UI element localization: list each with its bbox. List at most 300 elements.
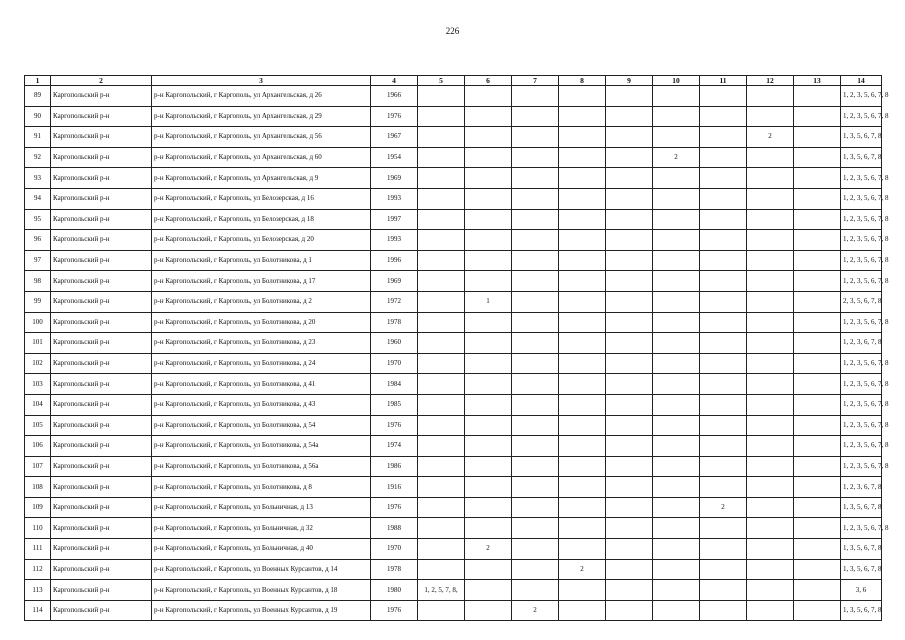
row-number: 105 bbox=[25, 415, 51, 436]
address-cell: р-н Каргопольский, г Каргополь, ул Больничная, д 13 bbox=[152, 497, 371, 518]
col9-cell bbox=[606, 580, 653, 601]
address-cell: р-н Каргопольский, г Каргополь, ул Архангельская, д 26 bbox=[152, 86, 371, 107]
col8-cell bbox=[559, 415, 606, 436]
col8-cell bbox=[559, 353, 606, 374]
district-cell: Каргопольский р-н bbox=[51, 230, 152, 251]
year-cell: 1985 bbox=[371, 394, 418, 415]
col5-cell bbox=[418, 291, 465, 312]
col11-cell bbox=[700, 209, 747, 230]
col8-cell bbox=[559, 147, 606, 168]
col7-cell bbox=[512, 415, 559, 436]
table-row bbox=[25, 188, 882, 209]
col10-cell bbox=[653, 436, 700, 457]
col11-cell bbox=[700, 86, 747, 107]
district-cell: Каргопольский р-н bbox=[51, 127, 152, 148]
col13-cell bbox=[794, 394, 841, 415]
col7-cell: 2 bbox=[512, 600, 559, 621]
col13-cell bbox=[794, 374, 841, 395]
col6-cell bbox=[465, 374, 512, 395]
district-cell: Каргопольский р-н bbox=[51, 147, 152, 168]
district-cell: Каргопольский р-н bbox=[51, 374, 152, 395]
col10-cell bbox=[653, 477, 700, 498]
col5-cell bbox=[418, 436, 465, 457]
address-cell: р-н Каргопольский, г Каргополь, ул Болотникова, д 23 bbox=[152, 333, 371, 354]
col12-cell bbox=[747, 394, 794, 415]
year-cell: 1993 bbox=[371, 188, 418, 209]
address-cell: р-н Каргопольский, г Каргополь, ул Болотникова, д 17 bbox=[152, 271, 371, 292]
col13-cell bbox=[794, 456, 841, 477]
district-cell: Каргопольский р-н bbox=[51, 209, 152, 230]
year-cell: 1970 bbox=[371, 539, 418, 560]
col14-cell: 1, 2, 3, 5, 6, 7, 8 bbox=[841, 436, 882, 457]
table-body bbox=[25, 86, 889, 621]
col12-cell bbox=[747, 539, 794, 560]
col7-cell bbox=[512, 456, 559, 477]
col6-cell bbox=[465, 456, 512, 477]
table-row bbox=[25, 353, 882, 374]
col14-cell: 1, 2, 3, 5, 6, 7, 8 bbox=[841, 209, 882, 230]
row-number: 100 bbox=[25, 312, 51, 333]
col9-cell bbox=[606, 86, 653, 107]
col11-cell bbox=[700, 415, 747, 436]
district-cell: Каргопольский р-н bbox=[51, 291, 152, 312]
district-cell: Каргопольский р-н bbox=[51, 333, 152, 354]
col9-cell bbox=[606, 209, 653, 230]
col6-cell bbox=[465, 394, 512, 415]
col11-cell bbox=[700, 518, 747, 539]
col5-cell bbox=[418, 86, 465, 107]
col12-cell bbox=[747, 86, 794, 107]
col12-cell bbox=[747, 250, 794, 271]
column-header: 6 bbox=[465, 76, 512, 86]
col10-cell bbox=[653, 106, 700, 127]
district-cell: Каргопольский р-н bbox=[51, 436, 152, 457]
district-cell: Каргопольский р-н bbox=[51, 600, 152, 621]
address-cell: р-н Каргопольский, г Каргополь, ул Болотникова, д 20 bbox=[152, 312, 371, 333]
col12-cell bbox=[747, 580, 794, 601]
row-number: 96 bbox=[25, 230, 51, 251]
col5-cell bbox=[418, 188, 465, 209]
col10-cell bbox=[653, 168, 700, 189]
row-number: 90 bbox=[25, 106, 51, 127]
col12-cell bbox=[747, 477, 794, 498]
col8-cell bbox=[559, 127, 606, 148]
col10-cell bbox=[653, 353, 700, 374]
address-cell: р-н Каргопольский, г Каргополь, ул Больничная, д 40 bbox=[152, 539, 371, 560]
row-number: 103 bbox=[25, 374, 51, 395]
col5-cell bbox=[418, 106, 465, 127]
col7-cell bbox=[512, 518, 559, 539]
column-header: 13 bbox=[794, 76, 841, 86]
col10-cell bbox=[653, 291, 700, 312]
address-cell: р-н Каргопольский, г Каргополь, ул Белозерская, д 18 bbox=[152, 209, 371, 230]
col8-cell bbox=[559, 209, 606, 230]
year-cell: 1974 bbox=[371, 436, 418, 457]
table-row bbox=[25, 374, 882, 395]
col14-cell: 1, 2, 3, 5, 6, 7, 8 bbox=[841, 230, 882, 251]
col9-cell bbox=[606, 271, 653, 292]
col14-cell: 1, 2, 3, 5, 6, 7, 8 bbox=[841, 394, 882, 415]
col6-cell bbox=[465, 600, 512, 621]
row-number: 108 bbox=[25, 477, 51, 498]
header-row bbox=[25, 76, 882, 86]
col10-cell bbox=[653, 600, 700, 621]
col13-cell bbox=[794, 86, 841, 107]
col12-cell bbox=[747, 106, 794, 127]
col13-cell bbox=[794, 559, 841, 580]
col11-cell bbox=[700, 333, 747, 354]
col11-cell bbox=[700, 291, 747, 312]
district-cell: Каргопольский р-н bbox=[51, 539, 152, 560]
col10-cell bbox=[653, 518, 700, 539]
table-row bbox=[25, 291, 882, 312]
col13-cell bbox=[794, 209, 841, 230]
col12-cell bbox=[747, 415, 794, 436]
col8-cell bbox=[559, 394, 606, 415]
col13-cell bbox=[794, 333, 841, 354]
col6-cell bbox=[465, 147, 512, 168]
col6-cell: 2 bbox=[465, 539, 512, 560]
col11-cell bbox=[700, 250, 747, 271]
col13-cell bbox=[794, 518, 841, 539]
table-row bbox=[25, 559, 882, 580]
col7-cell bbox=[512, 271, 559, 292]
col5-cell bbox=[418, 374, 465, 395]
col12-cell bbox=[747, 333, 794, 354]
col13-cell bbox=[794, 271, 841, 292]
district-cell: Каргопольский р-н bbox=[51, 394, 152, 415]
col11-cell bbox=[700, 394, 747, 415]
col11-cell bbox=[700, 353, 747, 374]
district-cell: Каргопольский р-н bbox=[51, 271, 152, 292]
col14-cell: 1, 2, 3, 5, 6, 7, 8 bbox=[841, 374, 882, 395]
col12-cell bbox=[747, 312, 794, 333]
col11-cell bbox=[700, 271, 747, 292]
col14-cell: 1, 2, 3, 5, 6, 7, 8 bbox=[841, 188, 882, 209]
col12-cell: 2 bbox=[747, 127, 794, 148]
year-cell: 1978 bbox=[371, 559, 418, 580]
table-row bbox=[25, 271, 882, 292]
district-cell: Каргопольский р-н bbox=[51, 86, 152, 107]
table-row bbox=[25, 333, 882, 354]
col9-cell bbox=[606, 127, 653, 148]
col10-cell bbox=[653, 333, 700, 354]
year-cell: 1997 bbox=[371, 209, 418, 230]
col12-cell bbox=[747, 168, 794, 189]
col7-cell bbox=[512, 86, 559, 107]
table-row bbox=[25, 580, 882, 601]
row-number: 106 bbox=[25, 436, 51, 457]
col6-cell bbox=[465, 230, 512, 251]
table-row bbox=[25, 518, 882, 539]
col10-cell bbox=[653, 312, 700, 333]
address-cell: р-н Каргопольский, г Каргополь, ул Военных Курсантов, д 14 bbox=[152, 559, 371, 580]
col10-cell bbox=[653, 86, 700, 107]
row-number: 92 bbox=[25, 147, 51, 168]
col11-cell bbox=[700, 188, 747, 209]
col8-cell bbox=[559, 374, 606, 395]
col12-cell bbox=[747, 230, 794, 251]
col10-cell bbox=[653, 497, 700, 518]
col11-cell bbox=[700, 168, 747, 189]
col9-cell bbox=[606, 333, 653, 354]
address-cell: р-н Каргопольский, г Каргополь, ул Болотникова, д 24 bbox=[152, 353, 371, 374]
col6-cell bbox=[465, 415, 512, 436]
col8-cell bbox=[559, 518, 606, 539]
year-cell: 1976 bbox=[371, 600, 418, 621]
col6-cell bbox=[465, 271, 512, 292]
col14-cell: 1, 3, 5, 6, 7, 8 bbox=[841, 559, 882, 580]
district-cell: Каргопольский р-н bbox=[51, 518, 152, 539]
row-number: 112 bbox=[25, 559, 51, 580]
col5-cell bbox=[418, 518, 465, 539]
district-cell: Каргопольский р-н bbox=[51, 415, 152, 436]
year-cell: 1978 bbox=[371, 312, 418, 333]
col10-cell bbox=[653, 394, 700, 415]
col7-cell bbox=[512, 333, 559, 354]
col11-cell bbox=[700, 456, 747, 477]
col14-cell: 1, 2, 3, 5, 6, 7, 8 bbox=[841, 168, 882, 189]
col5-cell bbox=[418, 456, 465, 477]
row-number: 111 bbox=[25, 539, 51, 560]
table-row bbox=[25, 436, 882, 457]
col9-cell bbox=[606, 518, 653, 539]
table-row bbox=[25, 477, 882, 498]
district-cell: Каргопольский р-н bbox=[51, 456, 152, 477]
col10-cell bbox=[653, 188, 700, 209]
col12-cell bbox=[747, 436, 794, 457]
year-cell: 1976 bbox=[371, 497, 418, 518]
row-number: 89 bbox=[25, 86, 51, 107]
col8-cell bbox=[559, 333, 606, 354]
col6-cell bbox=[465, 333, 512, 354]
col8-cell bbox=[559, 539, 606, 560]
col11-cell bbox=[700, 539, 747, 560]
col12-cell bbox=[747, 353, 794, 374]
table-row bbox=[25, 539, 882, 560]
col14-cell: 1, 2, 3, 5, 6, 7, 8 bbox=[841, 271, 882, 292]
year-cell: 1970 bbox=[371, 353, 418, 374]
col13-cell bbox=[794, 250, 841, 271]
table-row bbox=[25, 106, 882, 127]
col6-cell bbox=[465, 127, 512, 148]
col6-cell bbox=[465, 436, 512, 457]
col11-cell bbox=[700, 312, 747, 333]
address-cell: р-н Каргопольский, г Каргополь, ул Архангельская, д 60 bbox=[152, 147, 371, 168]
row-number: 93 bbox=[25, 168, 51, 189]
col9-cell bbox=[606, 312, 653, 333]
col5-cell bbox=[418, 477, 465, 498]
col7-cell bbox=[512, 127, 559, 148]
col13-cell bbox=[794, 497, 841, 518]
row-number: 99 bbox=[25, 291, 51, 312]
col9-cell bbox=[606, 456, 653, 477]
col11-cell bbox=[700, 600, 747, 621]
year-cell: 1972 bbox=[371, 291, 418, 312]
year-cell: 1976 bbox=[371, 106, 418, 127]
address-cell: р-н Каргопольский, г Каргополь, ул Болотникова, д 41 bbox=[152, 374, 371, 395]
address-cell: р-н Каргопольский, г Каргополь, ул Больничная, д 32 bbox=[152, 518, 371, 539]
col7-cell bbox=[512, 291, 559, 312]
col11-cell bbox=[700, 436, 747, 457]
col14-cell: 1, 2, 3, 5, 6, 7, 8 bbox=[841, 415, 882, 436]
col10-cell bbox=[653, 539, 700, 560]
col14-cell: 2, 3, 5, 6, 7, 8 bbox=[841, 291, 882, 312]
row-number: 97 bbox=[25, 250, 51, 271]
col10-cell bbox=[653, 374, 700, 395]
col7-cell bbox=[512, 188, 559, 209]
col9-cell bbox=[606, 106, 653, 127]
table-row bbox=[25, 415, 882, 436]
col13-cell bbox=[794, 312, 841, 333]
col13-cell bbox=[794, 230, 841, 251]
col12-cell bbox=[747, 374, 794, 395]
col14-cell: 1, 2, 3, 5, 6, 7, 8 bbox=[841, 86, 882, 107]
district-cell: Каргопольский р-н bbox=[51, 497, 152, 518]
col5-cell bbox=[418, 600, 465, 621]
col13-cell bbox=[794, 477, 841, 498]
col13-cell bbox=[794, 580, 841, 601]
col10-cell bbox=[653, 559, 700, 580]
address-cell: р-н Каргопольский, г Каргополь, ул Военных Курсантов, д 18 bbox=[152, 580, 371, 601]
col8-cell: 2 bbox=[559, 559, 606, 580]
row-number: 109 bbox=[25, 497, 51, 518]
col12-cell bbox=[747, 456, 794, 477]
col13-cell bbox=[794, 147, 841, 168]
col5-cell bbox=[418, 147, 465, 168]
col10-cell bbox=[653, 271, 700, 292]
col14-cell: 1, 2, 3, 5, 6, 7, 8 bbox=[841, 250, 882, 271]
col8-cell bbox=[559, 312, 606, 333]
row-number: 104 bbox=[25, 394, 51, 415]
column-header: 9 bbox=[606, 76, 653, 86]
district-cell: Каргопольский р-н bbox=[51, 188, 152, 209]
col6-cell bbox=[465, 106, 512, 127]
row-number: 101 bbox=[25, 333, 51, 354]
col8-cell bbox=[559, 168, 606, 189]
col6-cell bbox=[465, 518, 512, 539]
year-cell: 1984 bbox=[371, 374, 418, 395]
col9-cell bbox=[606, 168, 653, 189]
district-cell: Каргопольский р-н bbox=[51, 312, 152, 333]
col9-cell bbox=[606, 559, 653, 580]
col8-cell bbox=[559, 456, 606, 477]
col13-cell bbox=[794, 436, 841, 457]
col12-cell bbox=[747, 291, 794, 312]
col12-cell bbox=[747, 600, 794, 621]
address-cell: р-н Каргопольский, г Каргополь, ул Болотникова, д 43 bbox=[152, 394, 371, 415]
col9-cell bbox=[606, 539, 653, 560]
col11-cell bbox=[700, 580, 747, 601]
col9-cell bbox=[606, 415, 653, 436]
year-cell: 1993 bbox=[371, 230, 418, 251]
col7-cell bbox=[512, 312, 559, 333]
col5-cell bbox=[418, 271, 465, 292]
year-cell: 1966 bbox=[371, 86, 418, 107]
address-cell: р-н Каргопольский, г Каргополь, ул Болотникова, д 54а bbox=[152, 436, 371, 457]
table-row bbox=[25, 86, 882, 107]
district-cell: Каргопольский р-н bbox=[51, 559, 152, 580]
col7-cell bbox=[512, 147, 559, 168]
col5-cell bbox=[418, 353, 465, 374]
col10-cell bbox=[653, 580, 700, 601]
col13-cell bbox=[794, 106, 841, 127]
column-header: 12 bbox=[747, 76, 794, 86]
col6-cell bbox=[465, 168, 512, 189]
table-row bbox=[25, 312, 882, 333]
col12-cell bbox=[747, 518, 794, 539]
district-cell: Каргопольский р-н bbox=[51, 250, 152, 271]
col5-cell bbox=[418, 539, 465, 560]
col11-cell bbox=[700, 559, 747, 580]
address-cell: р-н Каргопольский, г Каргополь, ул Архангельская, д 9 bbox=[152, 168, 371, 189]
column-header: 4 bbox=[371, 76, 418, 86]
address-cell: р-н Каргопольский, г Каргополь, ул Военных Курсантов, д 19 bbox=[152, 600, 371, 621]
table-row bbox=[25, 127, 882, 148]
col13-cell bbox=[794, 168, 841, 189]
table-row bbox=[25, 600, 882, 621]
col5-cell bbox=[418, 250, 465, 271]
col7-cell bbox=[512, 230, 559, 251]
col7-cell bbox=[512, 209, 559, 230]
col8-cell bbox=[559, 271, 606, 292]
table-row bbox=[25, 147, 882, 168]
col8-cell bbox=[559, 188, 606, 209]
col7-cell bbox=[512, 106, 559, 127]
col13-cell bbox=[794, 353, 841, 374]
row-number: 113 bbox=[25, 580, 51, 601]
year-cell: 1986 bbox=[371, 456, 418, 477]
col6-cell bbox=[465, 209, 512, 230]
col7-cell bbox=[512, 539, 559, 560]
col14-cell: 1, 3, 5, 6, 7, 8 bbox=[841, 147, 882, 168]
col14-cell: 1, 2, 3, 5, 6, 7, 8 bbox=[841, 353, 882, 374]
col13-cell bbox=[794, 539, 841, 560]
col12-cell bbox=[747, 209, 794, 230]
col11-cell bbox=[700, 374, 747, 395]
col5-cell: 1, 2, 5, 7, 8, bbox=[418, 580, 465, 601]
col6-cell bbox=[465, 86, 512, 107]
table-row bbox=[25, 456, 882, 477]
col9-cell bbox=[606, 477, 653, 498]
col5-cell bbox=[418, 394, 465, 415]
col14-cell: 1, 3, 5, 6, 7, 8 bbox=[841, 497, 882, 518]
col11-cell bbox=[700, 106, 747, 127]
col6-cell bbox=[465, 559, 512, 580]
col10-cell bbox=[653, 456, 700, 477]
col8-cell bbox=[559, 230, 606, 251]
row-number: 107 bbox=[25, 456, 51, 477]
col6-cell bbox=[465, 353, 512, 374]
col5-cell bbox=[418, 230, 465, 251]
year-cell: 1996 bbox=[371, 250, 418, 271]
col6-cell: 1 bbox=[465, 291, 512, 312]
district-cell: Каргопольский р-н bbox=[51, 106, 152, 127]
col6-cell bbox=[465, 188, 512, 209]
col8-cell bbox=[559, 291, 606, 312]
col14-cell: 1, 2, 3, 6, 7, 8 bbox=[841, 477, 882, 498]
district-cell: Каргопольский р-н bbox=[51, 477, 152, 498]
col7-cell bbox=[512, 374, 559, 395]
col9-cell bbox=[606, 230, 653, 251]
col14-cell: 1, 2, 3, 5, 6, 7, 8 bbox=[841, 312, 882, 333]
col12-cell bbox=[747, 559, 794, 580]
col12-cell bbox=[747, 188, 794, 209]
col12-cell bbox=[747, 271, 794, 292]
col10-cell bbox=[653, 230, 700, 251]
table-row bbox=[25, 250, 882, 271]
col11-cell bbox=[700, 477, 747, 498]
